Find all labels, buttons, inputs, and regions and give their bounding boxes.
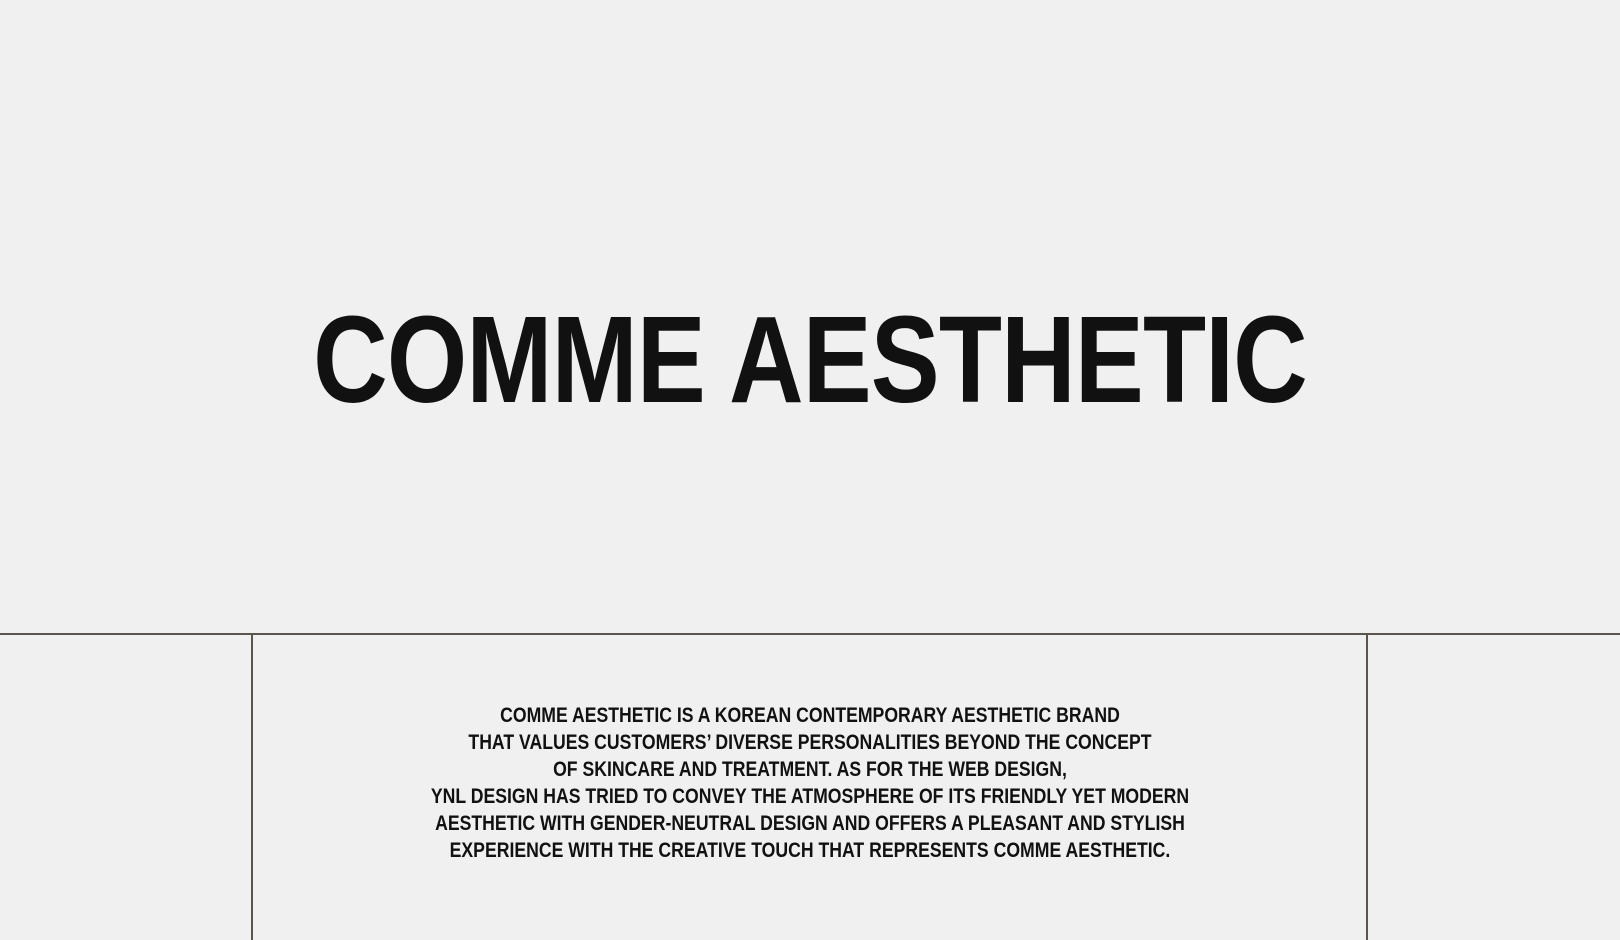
about-paragraph (341, 702, 1278, 864)
about-line: YNL DESIGN HAS TRIED TO CONVEY THE ATMOSPHERE OF ITS FRIENDLY YET MODERN (430, 785, 1190, 808)
left-column-divider (251, 635, 253, 940)
about-line: COMME AESTHETIC IS A KOREAN CONTEMPORARY AESTHETIC BRAND (500, 704, 1120, 727)
about-line: EXPERIENCE WITH THE CREATIVE TOUCH THAT REPRESENTS COMME AESTHETIC. (449, 839, 1171, 862)
about-line: THAT VALUES CUSTOMERS’ DIVERSE PERSONALITIES BEYOND THE CONCEPT (468, 731, 1152, 754)
about-line: AESTHETIC WITH GENDER-NEUTRAL DESIGN AND OFFERS A PLEASANT AND STYLISH (435, 812, 1185, 835)
right-column-divider (1366, 635, 1368, 940)
about-line: OF SKINCARE AND TREATMENT. AS FOR THE WEB DESIGN, (553, 758, 1067, 781)
horizontal-divider (0, 633, 1620, 635)
brand-title: COMME AESTHETIC (313, 292, 1307, 429)
